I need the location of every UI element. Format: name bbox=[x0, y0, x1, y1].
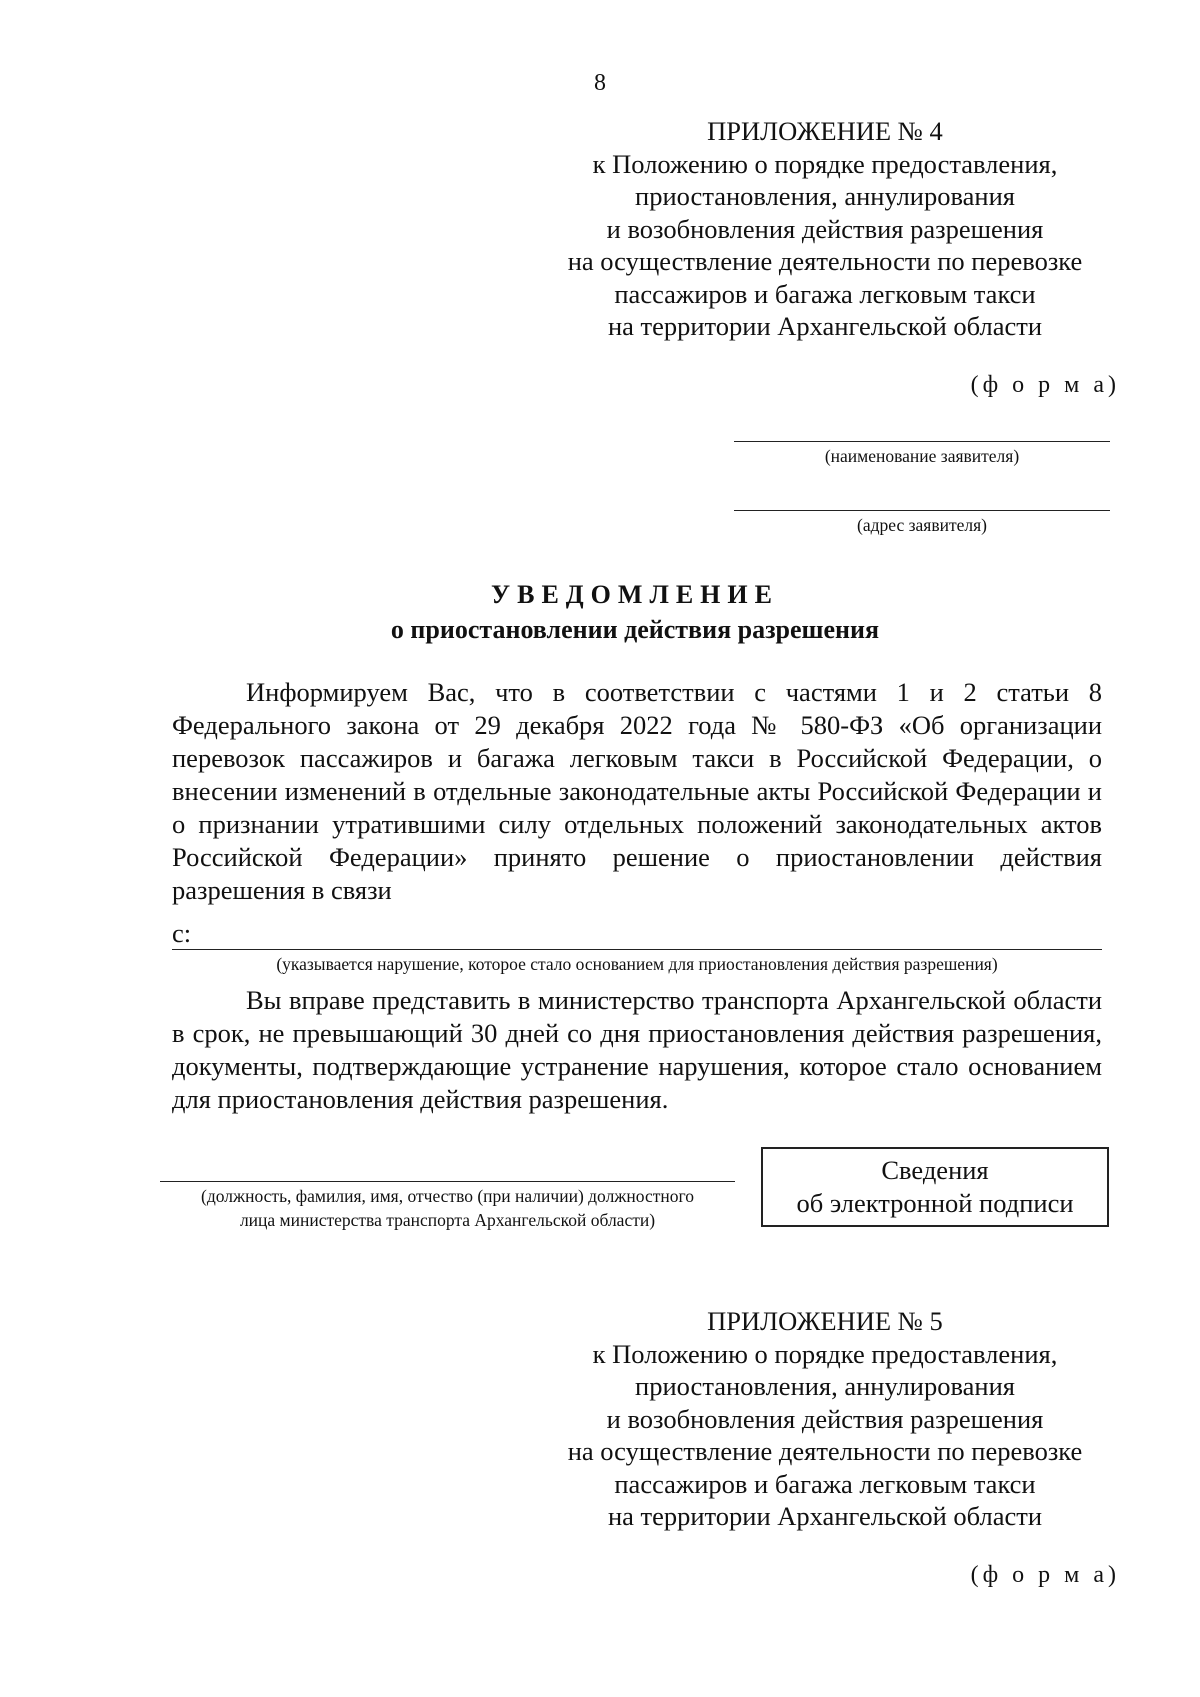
appendix-5-line: приостановления, аннулирования bbox=[635, 1371, 1015, 1401]
appendix-4-line: на осуществление деятельности по перевозке bbox=[567, 246, 1083, 276]
official-caption bbox=[160, 1184, 735, 1232]
appendix-4-line: к Положению о порядке предоставления, bbox=[592, 148, 1058, 179]
page-number: 8 bbox=[594, 70, 606, 96]
appendix-5-header bbox=[540, 1305, 1110, 1533]
appendix-4-line: и возобновления действия разрешения bbox=[606, 213, 1044, 244]
esig-line: Сведения bbox=[881, 1155, 989, 1185]
applicant-address-caption: (адрес заявителя) bbox=[857, 515, 987, 535]
official-caption-line: лица министерства транспорта Архангельской области) bbox=[239, 1210, 656, 1230]
official-caption-line: (должность, фамилия, имя, отчество (при наличии) должностного bbox=[201, 1186, 694, 1206]
appendix-5-line: и возобновления действия разрешения bbox=[606, 1403, 1044, 1434]
appendix-4-line: приостановления, аннулирования bbox=[635, 181, 1015, 211]
appendix-5-title: ПРИЛОЖЕНИЕ № 5 bbox=[707, 1306, 943, 1336]
appendix-5-form-label: (ф о р м а) bbox=[970, 1562, 1120, 1588]
official-signature-line[interactable] bbox=[160, 1181, 735, 1182]
notice-title: УВЕДОМЛЕНИЕ bbox=[491, 580, 779, 609]
reason-prefix: с: bbox=[172, 918, 192, 948]
appendix-4-line: на территории Архангельской области bbox=[607, 311, 1043, 341]
appendix-5-line: пассажиров и багажа легковым такси bbox=[614, 1468, 1036, 1499]
notice-subtitle: о приостановлении действия разрешения bbox=[390, 615, 880, 644]
esig-line: об электронной подписи bbox=[796, 1188, 1074, 1218]
appendix-5-line: на осуществление деятельности по перевозке bbox=[567, 1436, 1083, 1466]
appendix-4-header bbox=[540, 115, 1110, 343]
applicant-name-line[interactable] bbox=[734, 441, 1110, 442]
notice-paragraph-1: Информируем Вас, что в соответствии с частями 1 и 2 статьи 8 Федерального закона от 29 декабря 2022 года № 580-ФЗ «Об организации перевозок пассажиров и багажа легковым такси в Российской Федерации, о внесении изменений в отдельные законодательные акты Российской Федерации и о признании утратившими силу отдельных положений законодательных актов Российской Федерации» принято решение о приостановлении действия разрешения в связи bbox=[172, 677, 1102, 905]
appendix-4-form-label: (ф о р м а) bbox=[970, 372, 1120, 398]
appendix-5-line: к Положению о порядке предоставления, bbox=[592, 1338, 1058, 1369]
appendix-5-line: на территории Архангельской области bbox=[607, 1501, 1043, 1531]
reason-line[interactable] bbox=[172, 949, 1102, 950]
applicant-name-caption: (наименование заявителя) bbox=[824, 446, 1020, 466]
reason-caption: (указывается нарушение, которое стало основанием для приостановления действия разрешения) bbox=[276, 954, 998, 974]
electronic-signature-box bbox=[761, 1147, 1109, 1227]
appendix-4-title: ПРИЛОЖЕНИЕ № 4 bbox=[707, 116, 943, 146]
applicant-address-line[interactable] bbox=[734, 510, 1110, 511]
notice-paragraph-2: Вы вправе представить в министерство транспорта Архангельской области в срок, не превышающий 30 дней со дня приостановления действия разрешения, документы, подтверждающие устранение нарушения, которое стало основанием для приостановления действия разрешения. bbox=[172, 985, 1102, 1114]
appendix-4-line: пассажиров и багажа легковым такси bbox=[614, 278, 1036, 309]
